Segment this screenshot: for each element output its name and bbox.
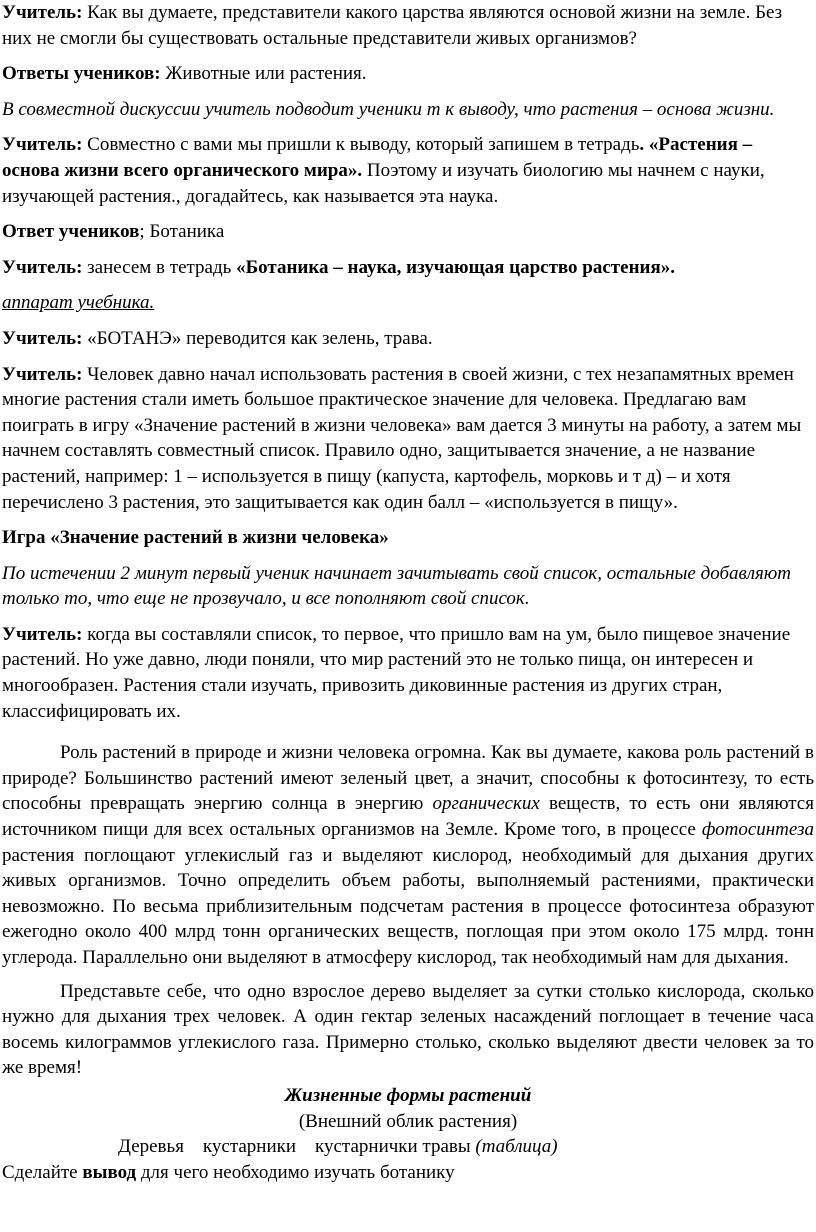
paragraph-text: Совместно с вами мы пришли к выводу, который запишем в тетрадь [82, 134, 640, 156]
section-subtitle: (Внешний облик растения) [298, 1110, 518, 1132]
speaker-label: Учитель: [2, 327, 83, 349]
teacher-game-paragraph [2, 362, 814, 516]
teacher-notebook-paragraph [2, 255, 814, 281]
oxygen-paragraph [2, 979, 814, 1081]
bold-statement: . «Растения – основа жизни всего органического мира». [2, 134, 753, 181]
paragraph-text: Животные или растения. [160, 63, 367, 85]
paragraph-text: Представьте себе, что одно взрослое дерево выделяет за сутки столько кислорода, сколько нужно для дыхания трех человек. А один гектар зеленых насаждений поглощает в течение часа восемь килограммов углекислого газа. Примерно столько, сколько выделяют двести человек за то же время! [2, 980, 814, 1079]
life-forms-subtitle [2, 1109, 814, 1135]
paragraph-text: Человек давно начал использовать растения в своей жизни, с тех незапамятных времен многие растения стали иметь большое практическое значение для человека. Предлагаю вам поиграть в игру «Значение растений в жизни человека» вам дается 3 минуты на работу, а затем мы начнем составлять совместный список. Правило одно, защитывается значение, а не название растений, например: 1 – используется в пищу (капуста, картофель, морковь и т д) – и хотя перечислено 3 растения, это защитывается как один балл – «используется в пищу». [2, 363, 802, 513]
paragraph-text: Роль растений в природе и жизни человека огромна. Как вы думаете, какова роль растений в природе? Большинство растений имеют зеленый цвет, а значит, способны к фотосинтезу, то есть способны превращать энергию солнца в энергию [2, 742, 814, 815]
plants-role-paragraph [2, 740, 814, 970]
game-heading [2, 525, 814, 551]
italic-note-text: В совместной дискуссии учитель подводит ученики т к выводу, что растения – основа жизни. [2, 98, 775, 120]
conclusion-task [2, 1160, 814, 1186]
game-instructions [2, 561, 814, 612]
paragraph-text: Как вы думаете, представители какого царства являются основой жизни на земле. Без них не смогли бы существовать остальные представители живых организмов? [2, 2, 783, 49]
paragraph-text: для чего необходимо изучать ботанику [136, 1161, 455, 1183]
life-forms-list [2, 1134, 814, 1160]
underlined-note: аппарат учебника. [2, 292, 155, 314]
speaker-label: Учитель: [2, 256, 83, 278]
teacher-conclusion-paragraph [2, 132, 814, 209]
speaker-label: Учитель: [2, 623, 83, 645]
paragraph-text: «БОТАНЭ» переводится как зелень, трава. [82, 327, 433, 349]
paragraph-text: Поэтому и изучать биологию мы начнем с науки, изучающей растения., догадайтесь, как называется эта наука. [2, 159, 765, 207]
life-forms-title [2, 1083, 814, 1109]
paragraph-text: ; Ботаника [139, 221, 225, 243]
paragraph-text: веществ, то есть они являются источником пищи для всех остальных организмов на Земле. Кроме того, в процессе [2, 793, 814, 841]
students-answer-botany [2, 219, 814, 245]
italic-instructions: По истечении 2 минут первый ученик начинает зачитывать свой список, остальные добавляют только то, что еще не прозвучало, и все пополняют свой список. [2, 562, 792, 610]
section-title: Жизненные формы растений [284, 1084, 532, 1106]
textbook-apparatus-note [2, 290, 814, 316]
life-forms-items: Деревья кустарники кустарнички травы [118, 1136, 476, 1158]
bold-definition: «Ботаника – наука, изучающая царство растения». [236, 256, 675, 278]
teacher-question-paragraph [2, 0, 814, 51]
speaker-label: Учитель: [2, 363, 83, 385]
speaker-label: Ответ учеников [2, 221, 140, 243]
italic-term: органических [432, 793, 540, 815]
teacher-summary-paragraph [2, 622, 814, 724]
speaker-label: Ответы учеников: [2, 63, 161, 85]
speaker-label: Учитель: [2, 134, 83, 156]
paragraph-text: когда вы составляли список, то первое, что пришло вам на ум, было пищевое значение растений. Но уже давно, люди поняли, что мир растений это не только пища, он интересен и многообразен. Растения стали изучать, привозить диковинные растения из других стран, классифицировать их. [2, 623, 791, 722]
paragraph-text: растения поглощают углекислый газ и выделяют кислород, необходимый для дыхания других живых организмов. Точно определить объем работы, выполняемый растениями, практически невозможно. По весьма приблизительным подсчетам растения в процессе фотосинтеза образуют ежегодно около 400 млрд тонн органических веществ, поглощая при этом около 175 млрд. тонн углерода. Параллельно они выделяют в атмосферу кислород, так необходимый нам для дыхания. [2, 844, 814, 968]
students-answer-paragraph [2, 61, 814, 87]
discussion-note [2, 97, 814, 123]
teacher-etymology-paragraph [2, 326, 814, 352]
italic-term: фотосинтеза [701, 819, 814, 841]
speaker-label: Учитель: [2, 2, 83, 23]
bold-keyword: вывод [82, 1161, 137, 1183]
paragraph-text: Сделайте [2, 1161, 83, 1183]
paragraph-text: занесем в тетрадь [82, 256, 237, 278]
game-title: Игра «Значение растений в жизни человека» [2, 527, 389, 549]
table-note: (таблица) [475, 1136, 558, 1158]
